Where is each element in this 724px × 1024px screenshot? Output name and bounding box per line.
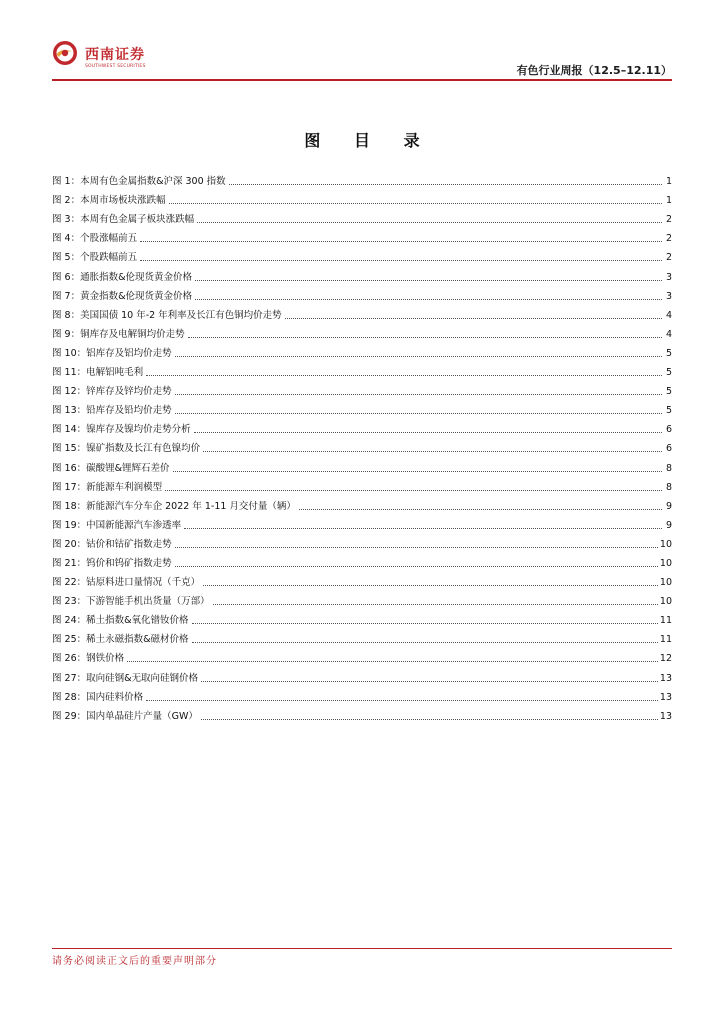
toc-dot-leader <box>175 394 662 395</box>
toc-dot-leader <box>195 299 662 300</box>
logo-text-en: SOUTHWEST SECURITIES <box>85 64 146 69</box>
toc-entry-page: 13 <box>659 710 672 722</box>
toc-entry-label: 图 10：铝库存及铝均价走势 <box>52 347 172 359</box>
toc-entry-page: 2 <box>665 252 672 264</box>
toc-entry-page: 8 <box>665 462 672 474</box>
logo-text-cn: 西南证券 <box>85 47 145 63</box>
toc-entry-label: 图 22：钴原料进口量情况（千克） <box>52 577 201 589</box>
toc-dot-leader <box>194 432 662 433</box>
toc-entry-page: 13 <box>659 672 672 684</box>
toc-entry[interactable] <box>52 685 672 704</box>
toc-entry-page: 10 <box>659 577 672 589</box>
toc-dot-leader <box>173 471 662 472</box>
toc-entry-label: 图 24：稀土指数&氧化镨钕价格 <box>52 615 189 627</box>
toc-dot-leader <box>188 337 662 338</box>
toc-entry-label: 图 20：钴价和钴矿指数走势 <box>52 538 172 550</box>
toc-entry[interactable] <box>52 513 672 532</box>
toc-entry-label: 图 13：铅库存及铅均价走势 <box>52 405 172 417</box>
toc-entry[interactable] <box>52 475 672 494</box>
toc-entry[interactable] <box>52 322 672 341</box>
toc-entry-page: 12 <box>659 653 672 665</box>
toc-entry-label: 图 12：锌库存及锌均价走势 <box>52 386 172 398</box>
toc-entry-page: 5 <box>665 386 672 398</box>
toc-entry[interactable] <box>52 436 672 455</box>
toc-entry[interactable] <box>52 417 672 436</box>
toc-dot-leader <box>175 547 658 548</box>
toc-entry-page: 9 <box>665 519 672 531</box>
toc-dot-leader <box>285 318 662 319</box>
toc-dot-leader <box>146 375 662 376</box>
toc-entry[interactable] <box>52 226 672 245</box>
toc-entry-page: 4 <box>665 309 672 321</box>
toc-dot-leader <box>184 528 662 529</box>
toc-entry-page: 2 <box>665 214 672 226</box>
toc-dot-leader <box>192 623 658 624</box>
toc-entry-page: 6 <box>665 443 672 455</box>
logo-emblem-icon <box>52 40 78 66</box>
toc-entry[interactable] <box>52 398 672 417</box>
toc-entry-label: 图 6：通胀指数&伦现货黄金价格 <box>52 271 192 283</box>
footer-divider <box>52 948 672 949</box>
toc-entry[interactable] <box>52 704 672 723</box>
toc-entry[interactable] <box>52 494 672 513</box>
toc-entry-label: 图 21：钨价和钨矿指数走势 <box>52 557 172 569</box>
toc-entry-page: 6 <box>665 424 672 436</box>
toc-entry[interactable] <box>52 169 672 188</box>
toc-entry-label: 图 15：镍矿指数及长江有色镍均价 <box>52 443 201 455</box>
company-logo <box>52 40 172 76</box>
toc-entry-label: 图 7：黄金指数&伦现货黄金价格 <box>52 290 192 302</box>
toc-entry-label: 图 1：本周有色金属指数&沪深 300 指数 <box>52 176 226 188</box>
toc-entry[interactable] <box>52 570 672 589</box>
toc-entry[interactable] <box>52 379 672 398</box>
toc-entry[interactable] <box>52 455 672 474</box>
toc-entry-page: 10 <box>659 596 672 608</box>
toc-entry[interactable] <box>52 532 672 551</box>
toc-entry-label: 图 11：电解铝吨毛利 <box>52 367 144 379</box>
toc-dot-leader <box>140 241 662 242</box>
toc-entry-page: 3 <box>665 271 672 283</box>
toc-entry[interactable] <box>52 627 672 646</box>
toc-entry-page: 5 <box>665 347 672 359</box>
toc-dot-leader <box>140 260 662 261</box>
toc-entry-label: 图 14：镍库存及镍均价走势分析 <box>52 424 191 436</box>
toc-entry-page: 9 <box>665 500 672 512</box>
toc-entry-page: 1 <box>665 195 672 207</box>
toc-dot-leader <box>229 184 662 185</box>
toc-entry[interactable] <box>52 284 672 303</box>
toc-entry-page: 5 <box>665 405 672 417</box>
toc-dot-leader <box>192 642 658 643</box>
toc-entry-label: 图 3：本周有色金属子板块涨跌幅 <box>52 214 195 226</box>
toc-entry-label: 图 28：国内硅料价格 <box>52 691 144 703</box>
toc-dot-leader <box>203 451 662 452</box>
toc-entry[interactable] <box>52 551 672 570</box>
toc-entry[interactable] <box>52 360 672 379</box>
toc-entry-label: 图 26：钢铁价格 <box>52 653 125 665</box>
toc-dot-leader <box>175 566 658 567</box>
toc-entry-page: 11 <box>659 634 672 646</box>
toc-entry-page: 1 <box>665 176 672 188</box>
toc-entry-label: 图 17：新能源车利润模型 <box>52 481 163 493</box>
toc-entry-label: 图 19：中国新能源汽车渗透率 <box>52 519 182 531</box>
footer-notice: 请务必阅读正文后的重要声明部分 <box>52 956 217 967</box>
toc-entry-label: 图 16：碳酸锂&锂辉石差价 <box>52 462 170 474</box>
toc-entry-page: 10 <box>659 538 672 550</box>
page-header <box>0 0 724 80</box>
toc-entry-label: 图 29：国内单晶硅片产量（GW） <box>52 710 198 722</box>
toc-entry-label: 图 23：下游智能手机出货量（万部） <box>52 596 210 608</box>
toc-entry-page: 5 <box>665 367 672 379</box>
toc-dot-leader <box>201 681 658 682</box>
toc-entry[interactable] <box>52 608 672 627</box>
toc-entry[interactable] <box>52 646 672 665</box>
toc-entry-page: 11 <box>659 615 672 627</box>
toc-entry-label: 图 25：稀土永磁指数&磁材价格 <box>52 634 189 646</box>
toc-dot-leader <box>127 661 658 662</box>
toc-entry-label: 图 9：铜库存及电解铜均价走势 <box>52 328 185 340</box>
toc-entry-label: 图 8：美国国债 10 年-2 年利率及长江有色铜均价走势 <box>52 309 282 321</box>
toc-list <box>52 169 672 723</box>
toc-dot-leader <box>175 356 662 357</box>
toc-entry-page: 2 <box>665 233 672 245</box>
toc-entry-label: 图 2：本周市场板块涨跌幅 <box>52 195 166 207</box>
toc-entry[interactable] <box>52 188 672 207</box>
toc-dot-leader <box>203 585 658 586</box>
toc-entry-page: 10 <box>659 557 672 569</box>
toc-dot-leader <box>169 203 662 204</box>
toc-dot-leader <box>195 280 662 281</box>
toc-title: 图 目 录 <box>304 131 434 150</box>
toc-entry-page: 4 <box>665 328 672 340</box>
toc-dot-leader <box>197 222 662 223</box>
toc-entry-page: 13 <box>659 691 672 703</box>
toc-entry-label: 图 18：新能源汽车分车企 2022 年 1-11 月交付量（辆） <box>52 500 296 512</box>
toc-entry-label: 图 5：个股跌幅前五 <box>52 252 138 264</box>
toc-entry-page: 8 <box>665 481 672 493</box>
toc-entry[interactable] <box>52 207 672 226</box>
toc-entry[interactable] <box>52 341 672 360</box>
toc-entry-label: 图 4：个股涨幅前五 <box>52 233 138 245</box>
toc-entry[interactable] <box>52 264 672 283</box>
header-divider <box>52 79 672 81</box>
toc-dot-leader <box>175 413 662 414</box>
toc-dot-leader <box>201 719 658 720</box>
toc-dot-leader <box>146 700 658 701</box>
toc-dot-leader <box>299 509 662 510</box>
toc-entry[interactable] <box>52 245 672 264</box>
toc-entry-label: 图 27：取向硅钢&无取向硅钢价格 <box>52 672 199 684</box>
toc-entry[interactable] <box>52 665 672 684</box>
toc-entry[interactable] <box>52 303 672 322</box>
toc-entry-page: 3 <box>665 290 672 302</box>
report-title: 有色行业周报（12.5–12.11） <box>516 64 672 77</box>
toc-dot-leader <box>165 490 662 491</box>
toc-entry[interactable] <box>52 589 672 608</box>
toc-dot-leader <box>213 604 658 605</box>
